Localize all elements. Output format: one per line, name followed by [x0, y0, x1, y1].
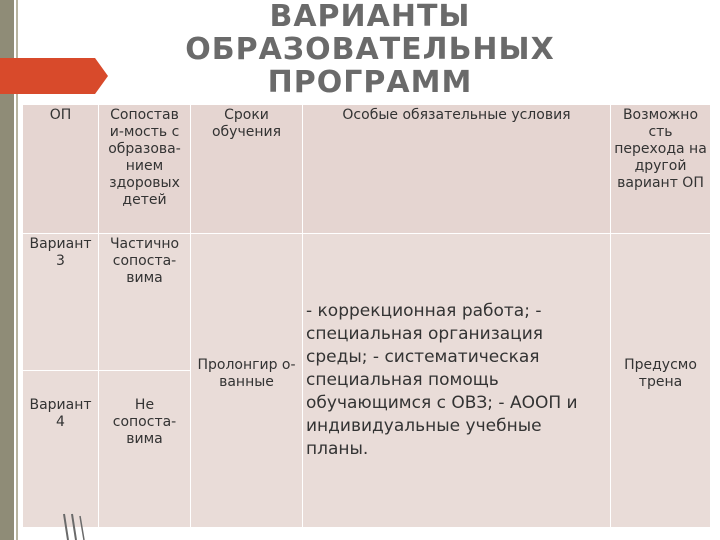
decorative-strokes	[62, 512, 102, 540]
conditions-text: - коррекционная работа; - специальная организация среды; - систематическая специальная помощь обучающимся с ОВЗ; - АООП и индивидуальные учебные планы.	[306, 301, 578, 459]
header-op: ОП	[23, 105, 99, 234]
terms-cell	[191, 234, 303, 528]
table-row	[23, 234, 711, 371]
header-transition: Возможно сть перехода на другой вариант ОП	[611, 105, 711, 234]
terms-text: Пролонгир о-ванные	[197, 356, 296, 390]
header-comparability: Сопостав и-мость с образова- нием здоровых детей	[99, 105, 191, 234]
transition-text: Предусмо трена	[624, 356, 697, 390]
programs-table	[22, 104, 711, 528]
row-comparability-variant-4: Не сопоста- вима	[99, 371, 191, 528]
row-op-variant-4: Вариант 4	[23, 371, 99, 528]
row-op-variant-3: Вариант 3	[23, 234, 99, 371]
table-header-row	[23, 105, 711, 234]
transition-cell	[611, 234, 711, 528]
header-terms: Сроки обучения	[191, 105, 303, 234]
accent-pentagon	[0, 58, 108, 94]
header-conditions: Особые обязательные условия	[303, 105, 611, 234]
conditions-cell	[303, 234, 611, 528]
row-comparability-variant-3: Частично сопоста- вима	[99, 234, 191, 371]
slide-title: ВАРИАНТЫ ОБРАЗОВАТЕЛЬНЫХ ПРОГРАММ	[185, 0, 555, 100]
